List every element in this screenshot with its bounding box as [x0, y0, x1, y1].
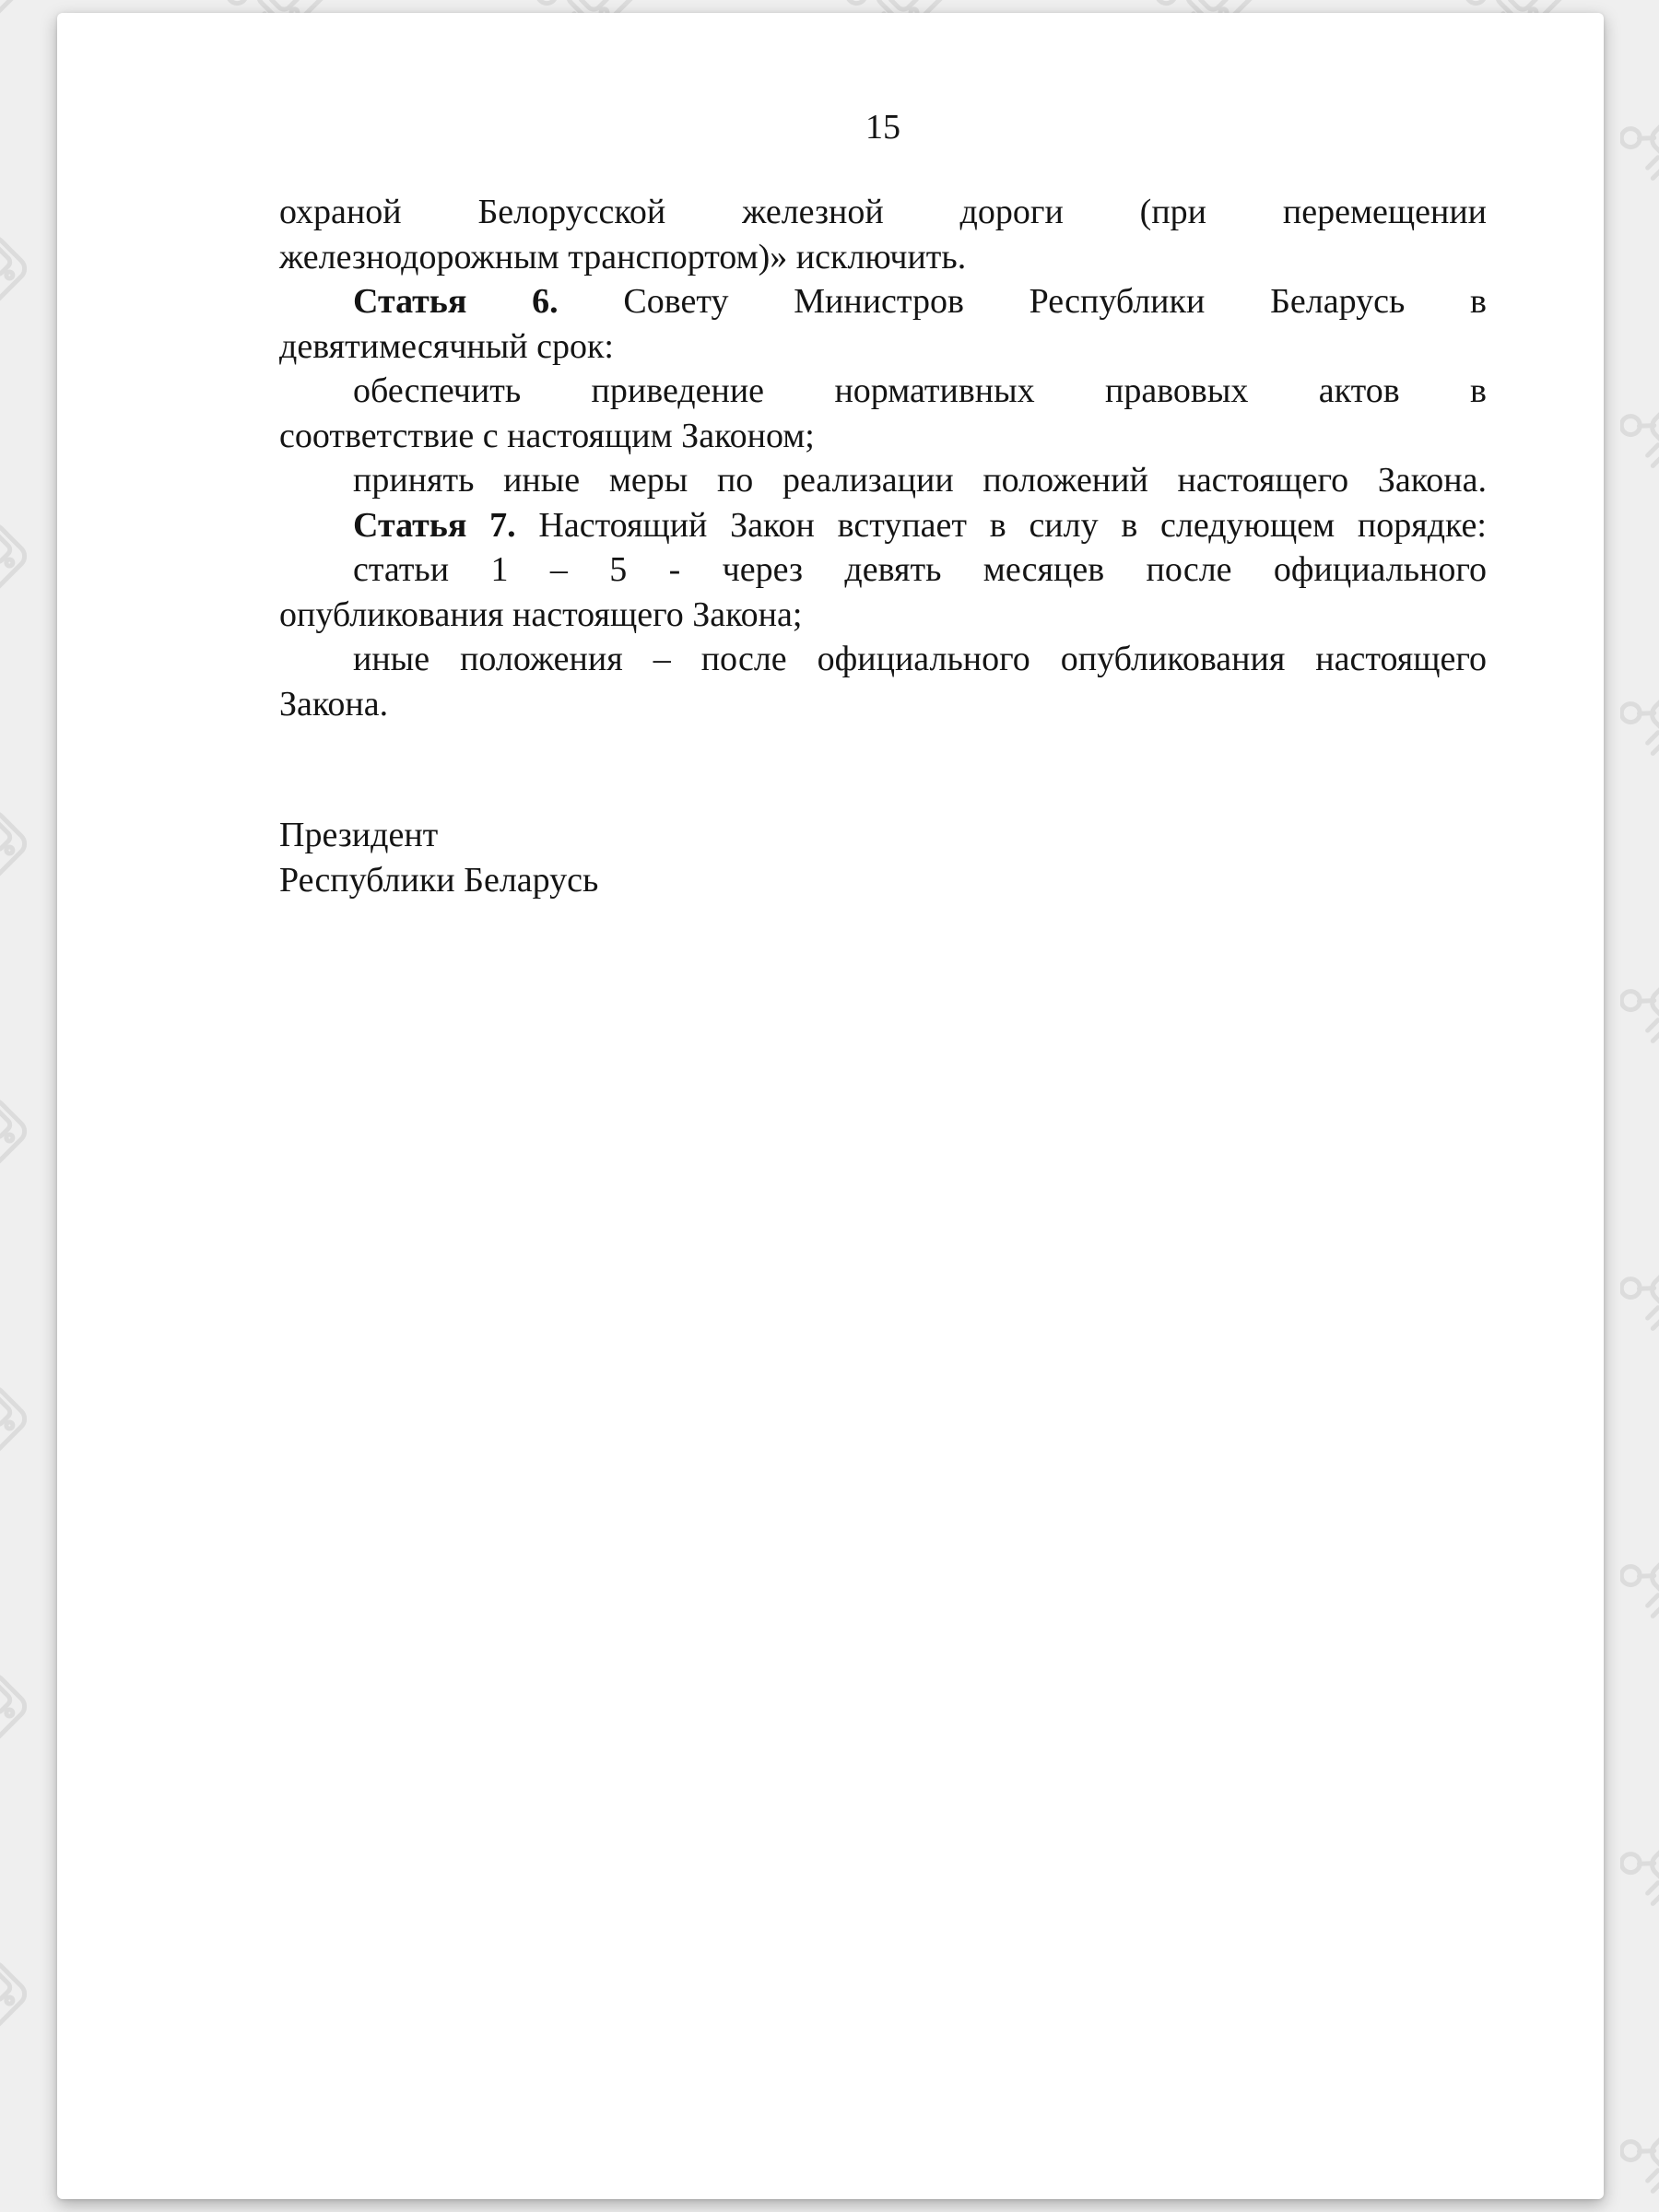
- transport-vehicle-outline-icon: [1620, 1517, 1659, 1637]
- body-line: девятимесячный срок:: [279, 326, 614, 366]
- transport-vehicle-outline-icon: [0, 1948, 37, 2068]
- body-line: принять иные меры по реализации положений настоящего Закона.: [353, 461, 1487, 500]
- transport-vehicle-outline-icon: [1620, 2092, 1659, 2212]
- transport-vehicle-outline-icon: [0, 511, 37, 630]
- body-line: Закона.: [279, 684, 389, 724]
- transport-vehicle-outline-icon: [0, 1661, 37, 1781]
- article-heading: Статья 7.: [353, 505, 516, 545]
- article-heading: Статья 6.: [353, 282, 559, 321]
- body-line: железнодорожным транспортом)» исключить.: [279, 237, 967, 276]
- body-line: охраной Белорусской железной дороги (при перемещении: [279, 193, 1487, 231]
- page-number: 15: [865, 108, 900, 147]
- body-line: обеспечить приведение нормативных правовых актов в: [353, 371, 1487, 410]
- transport-vehicle-outline-icon: [1620, 1805, 1659, 1924]
- body-line: Статья 6. Совету Министров Республики Беларусь в: [353, 282, 1487, 321]
- signature-line: Республики Беларусь: [279, 860, 599, 900]
- transport-vehicle-outline-icon: [0, 1086, 37, 1206]
- transport-vehicle-outline-icon: [1620, 654, 1659, 774]
- signature-block: [279, 813, 1487, 902]
- body-line: статьи 1 – 5 - через девять месяцев после официального: [353, 550, 1487, 589]
- transport-vehicle-outline-icon: [1620, 79, 1659, 199]
- transport-vehicle-outline-icon: [1620, 1230, 1659, 1349]
- body-line: соответствие с настоящим Законом;: [279, 416, 815, 455]
- body-line: опубликования настоящего Закона;: [279, 594, 803, 634]
- transport-vehicle-outline-icon: [0, 223, 37, 343]
- document-body: [279, 190, 1487, 726]
- transport-vehicle-outline-icon: [0, 1373, 37, 1493]
- transport-vehicle-outline-icon: [0, 0, 37, 55]
- body-line: Статья 7. Настоящий Закон вступает в силу в следующем порядке:: [353, 505, 1487, 545]
- signature-line: Президент: [279, 816, 439, 854]
- transport-vehicle-outline-icon: [1620, 367, 1659, 487]
- document-page: [57, 13, 1604, 2199]
- body-line: иные положения – после официального опубликования настоящего: [353, 640, 1487, 678]
- transport-vehicle-outline-icon: [1620, 942, 1659, 1062]
- transport-vehicle-outline-icon: [0, 798, 37, 918]
